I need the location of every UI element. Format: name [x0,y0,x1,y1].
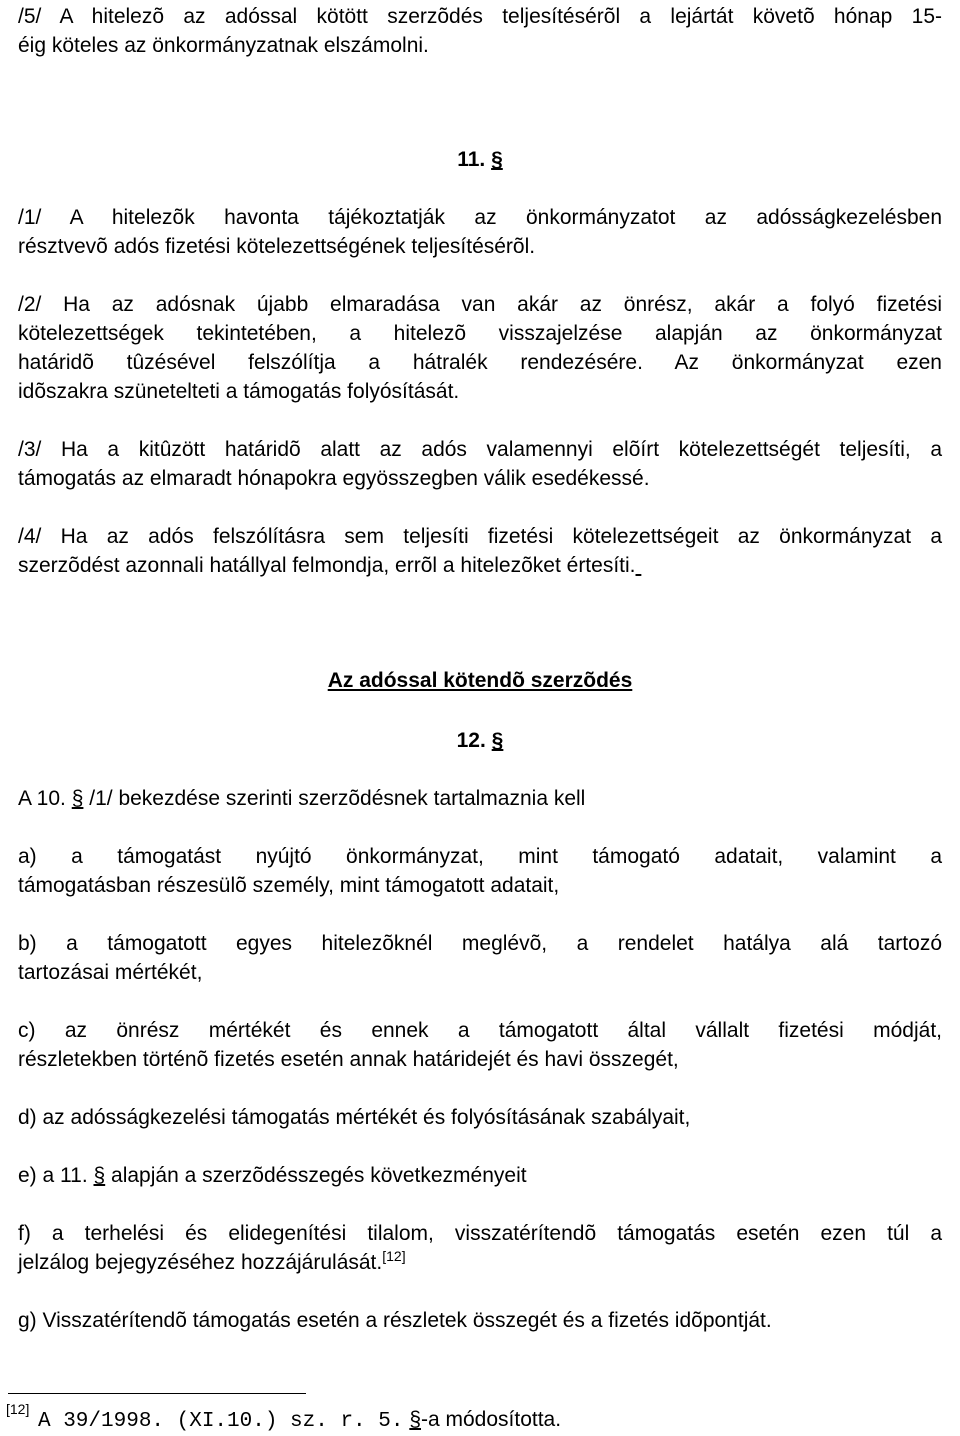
footnote-citation: A 39/1998. (XI.10.) sz. r. 5. [38,1410,404,1433]
footnote-reference[interactable]: [12] [382,1248,406,1264]
item-e-prefix: e) a 11. [18,1164,88,1187]
section-number: 11. [457,148,486,171]
intro-line [18,784,942,813]
intro-prefix: A 10. [18,787,66,810]
section-heading: Az adóssal kötendõ szerzõdés [327,669,633,692]
item-b-line-2: tartozásai mértékét, [18,961,203,984]
footnote-divider [8,1393,306,1394]
paragraph-11-2-line-1: /2/ Ha az adósnak újabb elmaradása van akár az önrész, akár a folyó fizetési [18,293,942,316]
paragraph-5-line-1: /5/ A hitelezõ az adóssal kötött szerzõdés teljesítésérõl a lejártát követõ hónap 15- [18,5,942,28]
item-f-line-2-text: jelzálog bejegyzéséhez hozzájárulását. [18,1251,383,1274]
item-f-line-2 [18,1248,942,1277]
section-symbol: § [491,729,504,752]
paragraph-11-4-line-2-text: szerzõdést azonnali hatállyal felmondja, errõl a hitelezõket értesíti. [18,554,636,577]
paragraph-11-2-line-3: határidõ tûzésével felszólítja a hátralék rendezésére. Az önkormányzat ezen [18,351,942,374]
section-12-heading [0,726,960,755]
paragraph-11-2-line-2: kötelezettségek tekintetében, a hitelezõ visszajelzése alapján az önkormányzat [18,322,942,345]
section-symbol: § [93,1164,106,1187]
item-b-line-1: b) a támogatott egyes hitelezõknél meglévõ, a rendelet hatálya alá tartozó [18,932,942,955]
paragraph-11-2-line-4: idõszakra szünetelteti a támogatás folyósítását. [18,380,460,403]
footnote-tail: -a módosította. [421,1408,562,1431]
item-e [18,1161,942,1190]
section-11-heading [0,145,960,174]
section-number: 12. [456,729,486,752]
paragraph-11-3-line-1: /3/ Ha a kitûzött határidõ alatt az adós valamennyi elõírt kötelezettségét teljesíti, a [18,438,942,461]
trailing-underline [636,554,642,577]
paragraph-11-1-line-1: /1/ A hitelezõk havonta tájékoztatják az önkormányzatot az adósságkezelésben [18,206,942,229]
item-g: g) Visszatérítendõ támogatás esetén a részletek összegét és a fizetés idõpontját. [18,1309,772,1332]
section-symbol: § [71,787,84,810]
item-c-line-1: c) az önrész mértékét és ennek a támogatott által vállalt fizetési módját, [18,1019,942,1042]
paragraph-11-1-line-2: résztvevõ adós fizetési kötelezettségének teljesítésérõl. [18,235,536,258]
item-a-line-1: a) a támogatást nyújtó önkormányzat, mint támogató adatait, valamint a [18,845,942,868]
item-f-line-1: f) a terhelési és elidegenítési tilalom, visszatérítendõ támogatás esetén ezen túl a [18,1222,942,1245]
section-symbol: § [491,148,503,171]
paragraph-11-4-line-2 [18,551,942,580]
item-a-line-2: támogatásban részesülõ személy, mint támogatott adatait, [18,874,560,897]
footnote-text [38,1407,561,1435]
paragraph-11-3-line-2: támogatás az elmaradt hónapokra egyösszegben válik esedékessé. [18,467,650,490]
paragraph-5-line-2: éig köteles az önkormányzatnak elszámolni. [18,34,429,57]
footnote-marker: [12] [6,1401,30,1417]
item-e-rest: alapján a szerzõdésszegés következményeit [111,1164,527,1187]
intro-rest: /1/ bekezdése szerinti szerzõdésnek tartalmaznia kell [89,787,586,810]
item-c-line-2: részletekben történõ fizetés esetén annak határidejét és havi összegét, [18,1048,679,1071]
paragraph-11-4-line-1: /4/ Ha az adós felszólításra sem teljesíti fizetési kötelezettségeit az önkormányzat a [18,525,942,548]
item-d: d) az adósságkezelési támogatás mértékét és folyósításának szabályait, [18,1106,691,1129]
section-symbol: § [409,1408,421,1431]
